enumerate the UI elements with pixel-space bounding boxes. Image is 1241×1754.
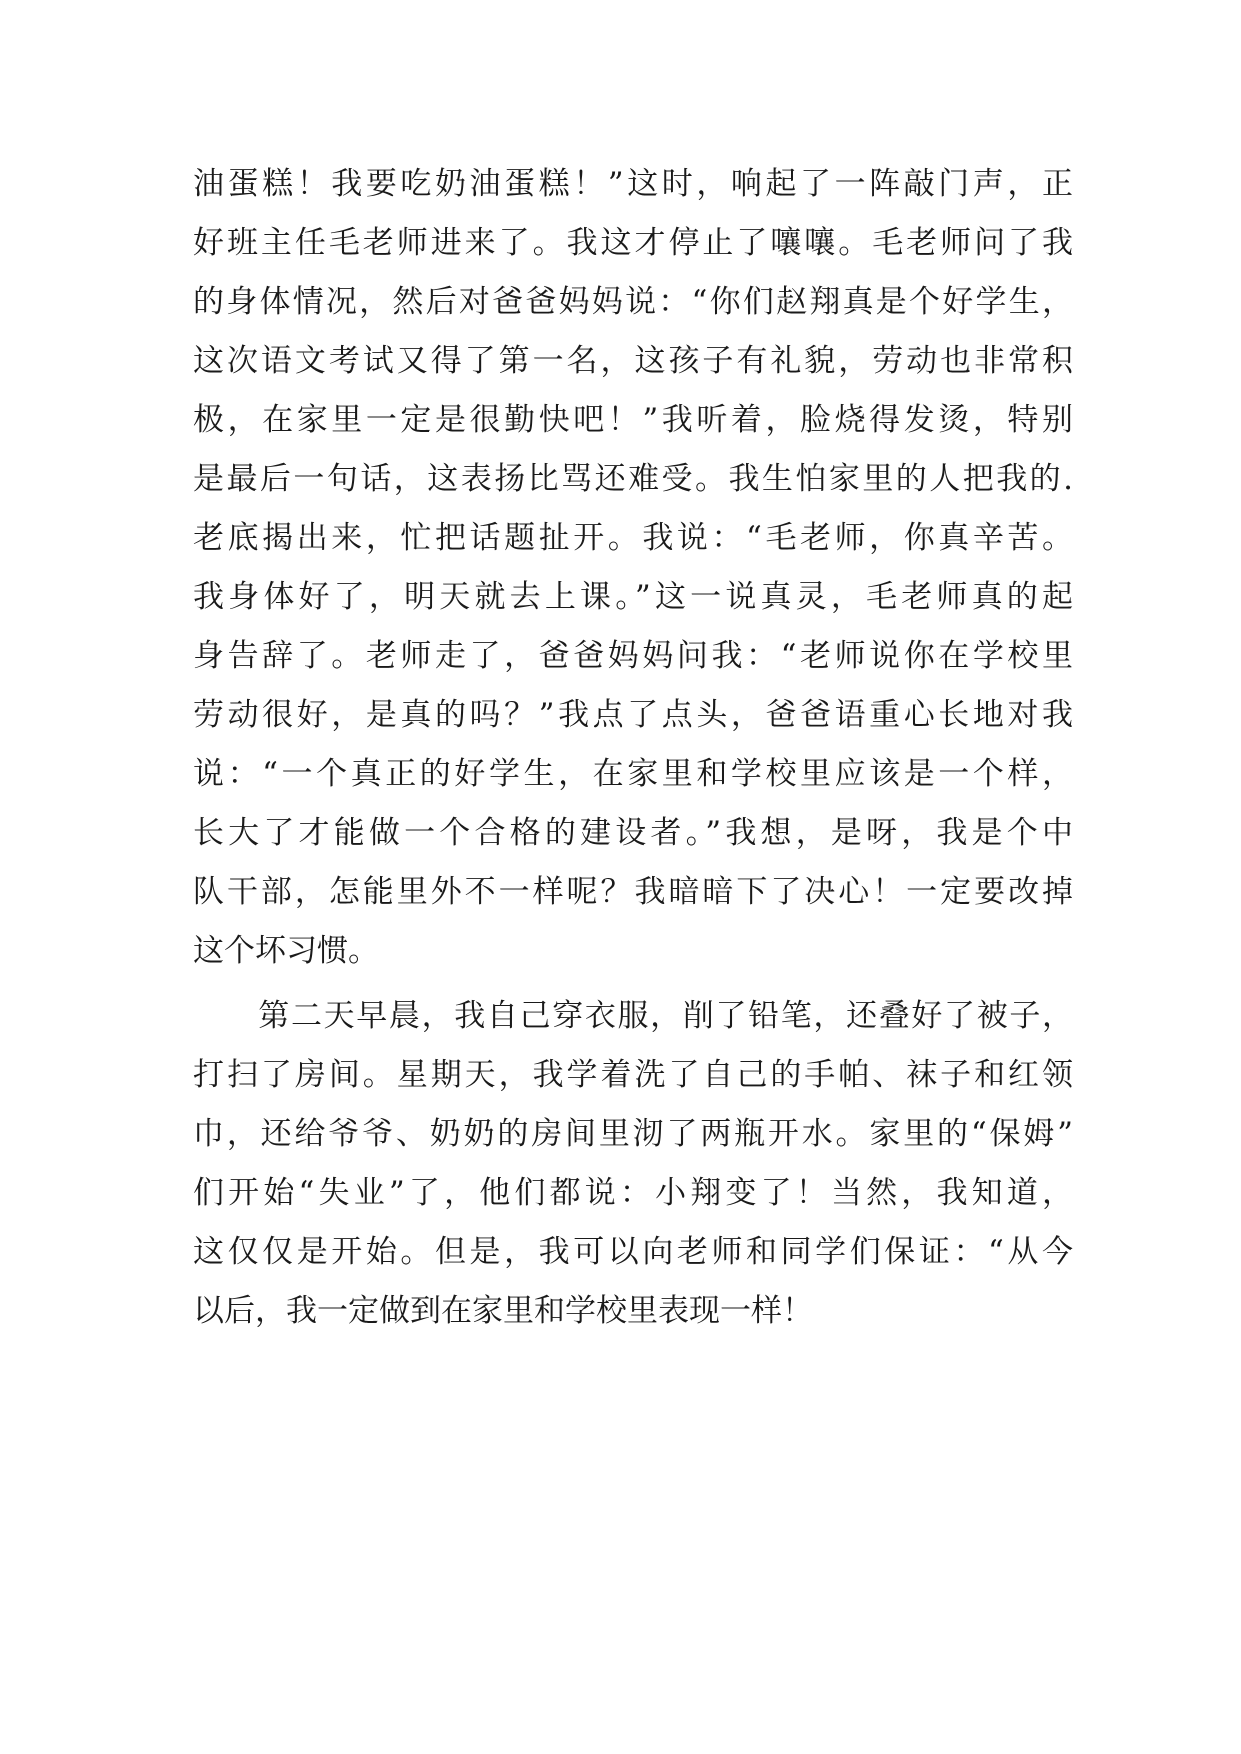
text-line: 身告辞了。老师走了，爸爸妈妈问我：“老师说你在学校里 [193,638,1073,674]
text-line: 打扫了房间。星期天，我学着洗了自己的手帕、袜子和红领 [193,1057,1073,1093]
paragraph-1 [193,155,1073,981]
text-line: 老底揭出来，忙把话题扯开。我说：“毛老师，你真辛苦。 [193,520,1073,556]
text-line: 劳动很好，是真的吗？”我点了点头，爸爸语重心长地对我 [193,697,1073,733]
text-line: 好班主任毛老师进来了。我这才停止了嚷嚷。毛老师问了我 [193,225,1073,261]
paragraph-2 [193,987,1073,1341]
text-line: 极，在家里一定是很勤快吧！”我听着，脸烧得发烫，特别 [193,402,1073,438]
text-line: 第二天早晨，我自己穿衣服，削了铅笔，还叠好了被子， [193,998,1073,1034]
essay-body [193,155,1073,1341]
text-line: 们开始“失业”了，他们都说：小翔变了！当然，我知道， [193,1175,1073,1211]
text-line: 这个坏习惯。 [193,933,379,969]
text-line: 这次语文考试又得了第一名，这孩子有礼貌，劳动也非常积 [193,343,1073,379]
text-line: 长大了才能做一个合格的建设者。”我想，是呀，我是个中 [193,815,1073,851]
text-line: 队干部，怎能里外不一样呢？我暗暗下了决心！一定要改掉 [193,874,1073,910]
text-line: 我身体好了，明天就去上课。”这一说真灵，毛老师真的起 [193,579,1073,615]
text-line: 说：“一个真正的好学生，在家里和学校里应该是一个样， [193,756,1073,792]
text-line: 的身体情况，然后对爸爸妈妈说：“你们赵翔真是个好学生， [193,284,1073,320]
text-line: 油蛋糕！我要吃奶油蛋糕！”这时，响起了一阵敲门声，正 [193,166,1073,202]
text-line: 这仅仅是开始。但是，我可以向老师和同学们保证：“从今 [193,1234,1073,1270]
text-line: 是最后一句话，这表扬比骂还难受。我生怕家里的人把我的. [193,461,1073,497]
text-line: 以后，我一定做到在家里和学校里表现一样！ [193,1293,813,1329]
text-line: 巾，还给爷爷、奶奶的房间里沏了两瓶开水。家里的“保姆” [193,1116,1073,1152]
